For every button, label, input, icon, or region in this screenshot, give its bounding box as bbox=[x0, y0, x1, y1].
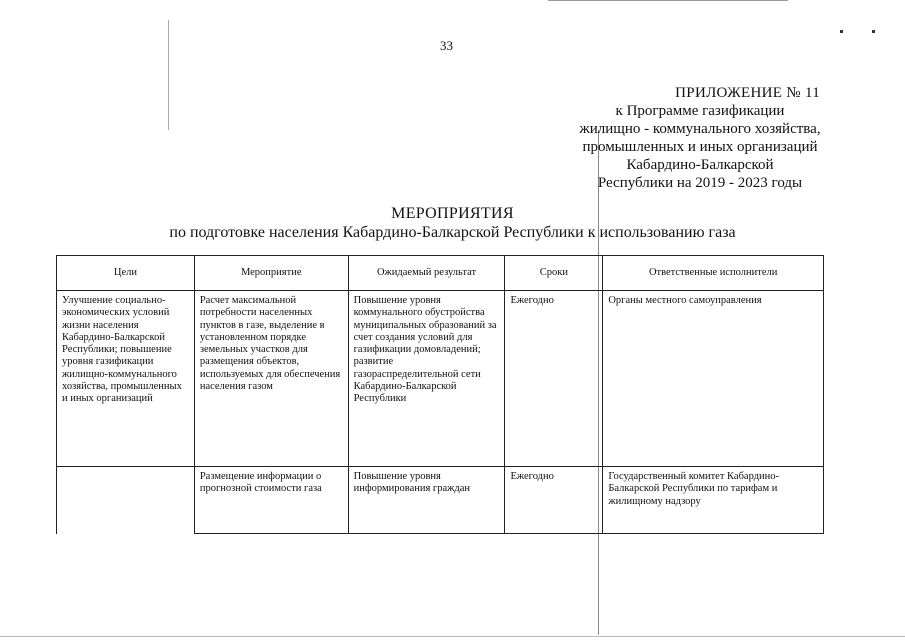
document-heading bbox=[0, 204, 905, 242]
cell-deadline: Ежегодно bbox=[505, 291, 603, 467]
measures-table bbox=[56, 255, 824, 534]
document-title: МЕРОПРИЯТИЯ bbox=[391, 205, 514, 222]
cell-result: Повышение уровня информирования граждан bbox=[348, 467, 505, 534]
appendix-line: Республики на 2019 - 2023 годы bbox=[597, 175, 803, 191]
appendix-line: жилищно - коммунального хозяйства, bbox=[579, 121, 821, 137]
table-row bbox=[57, 467, 824, 534]
appendix-line: промышленных и иных организаций bbox=[582, 139, 818, 155]
appendix-line: Кабардино-Балкарской bbox=[626, 157, 774, 173]
header-result: Ожидаемый результат bbox=[348, 256, 505, 291]
header-goals: Цели bbox=[57, 256, 195, 291]
cell-measure: Расчет максимальной потребности населенных пунктов в газе, выделение в установленном порядке земельных участков для размещения объектов, используемых для обеспечения населения газом bbox=[194, 291, 348, 467]
cell-goal: Улучшение социально-экономических условий жизни населения Кабардино-Балкарской Республики; повышение уровня газификации жилищно-коммунального хозяйства, промышленных и иных организаций bbox=[57, 291, 195, 467]
header-executors: Ответственные исполнители bbox=[603, 256, 824, 291]
document-subtitle: по подготовке населения Кабардино-Балкарской Республики к использованию газа bbox=[169, 224, 736, 241]
appendix-line: к Программе газификации bbox=[615, 103, 785, 119]
table-header-row bbox=[57, 256, 824, 291]
page-number: 33 bbox=[440, 38, 453, 53]
table-row bbox=[57, 291, 824, 467]
cell-result: Повышение уровня коммунального обустройства муниципальных образований за счет создания условий для газификации домовладений; развитие газораспределительной сети Кабардино-Балкарской Республики bbox=[348, 291, 505, 467]
scan-dot-1 bbox=[840, 30, 843, 33]
cell-measure: Размещение информации о прогнозной стоимости газа bbox=[194, 467, 348, 534]
cell-executors: Государственный комитет Кабардино-Балкарской Республики по тарифам и жилищному надзору bbox=[603, 467, 824, 534]
appendix-title: ПРИЛОЖЕНИЕ № 11 bbox=[675, 85, 820, 101]
scan-mark-left bbox=[168, 20, 169, 130]
header-deadline: Сроки bbox=[505, 256, 603, 291]
scan-mark-top bbox=[548, 0, 788, 1]
cell-goal-empty bbox=[57, 467, 195, 534]
header-measure: Мероприятие bbox=[194, 256, 348, 291]
cell-deadline: Ежегодно bbox=[505, 467, 603, 534]
appendix-header bbox=[570, 84, 830, 192]
scan-dot-2 bbox=[872, 30, 875, 33]
cell-executors: Органы местного самоуправления bbox=[603, 291, 824, 467]
scan-mark-bottom bbox=[0, 636, 905, 637]
